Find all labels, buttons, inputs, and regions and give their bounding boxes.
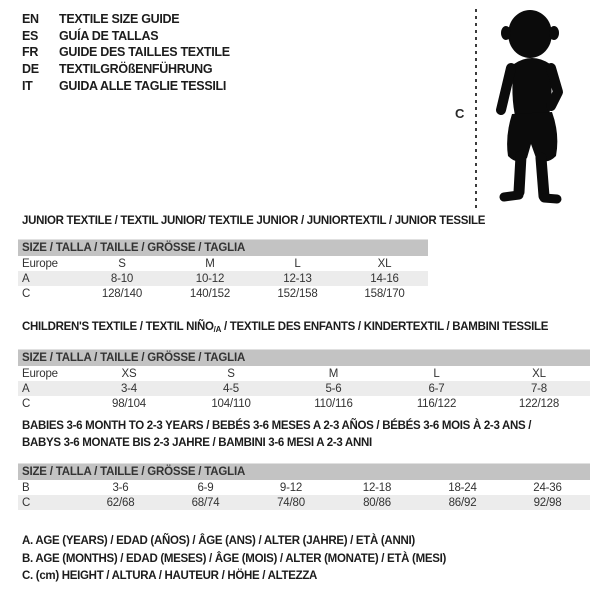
table-cell: XS: [121, 367, 137, 380]
legend-note-b: B. AGE (MONTHS) / EDAD (MESES) / ÂGE (MOIS) / ALTER (MONATE) / ETÀ (MESI): [22, 552, 447, 565]
table-cell: C: [22, 397, 31, 410]
table-cell: L: [294, 257, 301, 270]
table-cell: 8-10: [78, 271, 166, 286]
language-code: FR: [22, 45, 39, 60]
legend-note-c: C. (cm) HEIGHT / ALTURA / HAUTEUR / HÖHE / ALTEZZA: [22, 570, 318, 583]
table-row: [18, 381, 590, 396]
table-cell: 80/86: [334, 495, 420, 510]
table-cell: 98/104: [112, 397, 146, 410]
table-row: [18, 366, 590, 381]
table-cell: L: [433, 367, 440, 380]
language-title: GUIDE DES TAILLES TEXTILE: [59, 45, 230, 60]
table-cell: 104/110: [211, 397, 251, 410]
table-cell: S: [227, 367, 235, 380]
table-cell: 92/98: [505, 495, 590, 510]
table-cell: 14-16: [341, 271, 428, 286]
size-header-row: [18, 464, 590, 481]
language-header: [22, 11, 230, 94]
babies-title-line2: BABYS 3-6 MONATE BIS 2-3 JAHRE / BAMBINI 3-6 MESI A 2-3 ANNI: [22, 436, 372, 449]
table-cell: M: [328, 367, 339, 380]
table-cell: A: [18, 381, 78, 396]
table-cell: A: [18, 271, 78, 286]
junior-table: [18, 239, 428, 301]
babies-section-title: [22, 418, 531, 451]
table-cell: 12-18: [362, 481, 392, 494]
language-title: GUÍA DE TALLAS: [59, 28, 159, 43]
table-row: [18, 256, 428, 271]
table-cell: 5-6: [282, 381, 385, 396]
table-row: [18, 286, 428, 301]
table-cell: C: [18, 495, 78, 510]
table-cell: 6-9: [197, 481, 214, 494]
language-title: GUIDA ALLE TAGLIE TESSILI: [59, 78, 227, 93]
table-cell: 12-13: [254, 271, 341, 286]
table-cell: 110/116: [314, 397, 353, 410]
table-row: [18, 396, 590, 411]
table-cell: 122/128: [518, 397, 560, 410]
children-title-text: / TEXTILE DES ENFANTS / KINDERTEXTIL / BAMBINI TESSILE: [221, 321, 549, 333]
language-code: EN: [22, 12, 39, 27]
toddler-silhouette-icon: [486, 8, 578, 208]
legend-note-a: A. AGE (YEARS) / EDAD (AÑOS) / ÂGE (ANS) / ALTER (JAHRE) / ETÀ (ANNI): [22, 535, 415, 547]
table-cell: 68/74: [163, 495, 248, 510]
table-cell: 3-6: [112, 481, 129, 494]
children-title-subscript: /A: [213, 325, 222, 334]
table-cell: 10-12: [166, 271, 254, 286]
table-cell: XL: [377, 257, 392, 270]
table-cell: 6-7: [385, 381, 488, 396]
table-cell: 3-4: [78, 381, 180, 396]
children-title-text: CHILDREN'S TEXTILE / TEXTIL NIÑO: [22, 321, 214, 333]
language-row: [22, 11, 230, 28]
table-cell: 4-5: [180, 381, 282, 396]
language-row: [22, 44, 230, 61]
table-cell: 158/170: [364, 287, 405, 300]
table-cell: 74/80: [248, 495, 334, 510]
table-cell: S: [118, 257, 126, 270]
language-title: TEXTILE SIZE GUIDE: [59, 12, 180, 27]
table-cell: 9-12: [279, 481, 303, 494]
table-row: [18, 480, 590, 495]
table-cell: XL: [532, 367, 546, 380]
table-cell: 7-8: [488, 381, 590, 396]
size-header-row: [18, 240, 428, 257]
junior-section-title: JUNIOR TEXTILE / TEXTIL JUNIOR/ TEXTILE JUNIOR / JUNIORTEXTIL / JUNIOR TESSILE: [22, 215, 486, 227]
table-cell: C: [22, 287, 31, 300]
table-cell: Europe: [22, 257, 58, 270]
size-header-row: [18, 350, 590, 367]
table-cell: 140/152: [189, 287, 231, 300]
language-code: DE: [22, 62, 39, 77]
table-cell: 62/68: [78, 495, 163, 510]
table-cell: 116/122: [416, 397, 457, 410]
children-section-title: [22, 321, 548, 334]
table-cell: 18-24: [448, 481, 477, 494]
table-cell: Europe: [22, 367, 58, 380]
language-code: IT: [22, 78, 33, 93]
size-header-cell: SIZE / TALLA / TAILLE / GRÖSSE / TAGLIA: [18, 464, 590, 481]
babies-table: [18, 463, 590, 510]
babies-title-line1: BABIES 3-6 MONTH TO 2-3 YEARS / BEBÉS 3-6 MESES A 2-3 AÑOS / BÉBÉS 3-6 MOIS À 2-3 ANS /: [22, 420, 532, 432]
legend-notes: [22, 533, 446, 586]
language-row: [22, 61, 230, 78]
table-cell: 152/158: [277, 287, 318, 300]
language-code: ES: [22, 28, 39, 43]
table-cell: 24-36: [533, 481, 562, 494]
height-measure-label: C: [455, 106, 465, 121]
language-row: [22, 28, 230, 45]
height-dashed-line: [475, 9, 477, 208]
table-row: [18, 271, 428, 286]
table-cell: B: [22, 481, 30, 494]
language-row: [22, 77, 230, 94]
table-cell: 128/140: [101, 287, 143, 300]
table-cell: M: [205, 257, 215, 270]
size-header-cell: SIZE / TALLA / TAILLE / GRÖSSE / TAGLIA: [18, 240, 428, 257]
table-cell: 86/92: [420, 495, 505, 510]
table-row: [18, 495, 590, 510]
size-header-cell: SIZE / TALLA / TAILLE / GRÖSSE / TAGLIA: [18, 350, 590, 367]
children-table: [18, 349, 590, 411]
language-title: TEXTILGRÖßENFÜHRUNG: [59, 62, 213, 77]
